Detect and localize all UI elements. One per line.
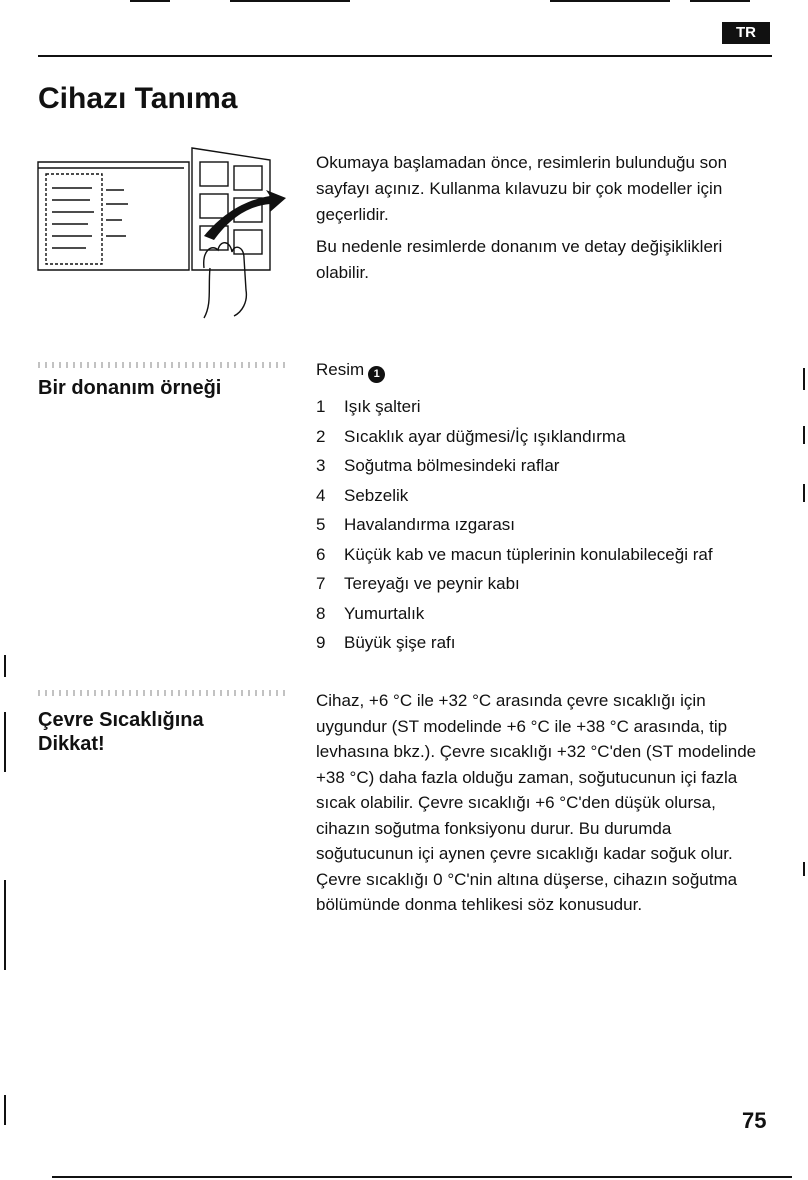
top-edge-dash [130, 0, 170, 2]
intro-paragraph-1: Okumaya başlamadan önce, resimlerin bulunduğu son sayfayı açınız. Kullanma kılavuzu bir çok modeller için geçerlidir. [316, 153, 728, 224]
top-edge-dash [690, 0, 750, 2]
list-item [316, 628, 713, 658]
item-number: 3 [316, 456, 326, 475]
temperature-paragraph: Cihaz, +6 °C ile +32 °C arasında çevre sıcaklığı için uygundur (ST modelinde +6 °C ile +38 °C arasında, tip levhasına bkz.). Çevre sıcaklığı +32 °C'den (ST modelinde +38 °C) daha fazla olduğu zaman, soğutucunun içi fazla sıcak olabilir. Çevre sıcaklığı +6 °C'den düşük olursa, cihazın soğutma fonksiyonu durur. Bu durumda soğutucunun içi aynen çevre sıcaklığı kadar soğuk olur. Çevre sıcaklığı 0 °C'nin altına düşerse, cihazın soğutma bölümünde donma tehlikesi söz konusudur. [316, 691, 757, 914]
item-number: 5 [316, 515, 326, 534]
bottom-edge-line [52, 1176, 792, 1178]
top-edge-dash [550, 0, 670, 2]
item-label: Tereyağı ve peynir kabı [344, 574, 520, 593]
list-item [316, 599, 713, 629]
item-number: 1 [316, 397, 326, 416]
equipment-list [316, 392, 713, 658]
list-item [316, 481, 713, 511]
heading-line-2: Dikkat! [38, 733, 105, 755]
figure-label: Resim [316, 360, 365, 379]
top-edge-dash [230, 0, 350, 2]
edge-mark [803, 368, 805, 390]
item-number: 7 [316, 574, 326, 593]
item-number: 4 [316, 485, 326, 505]
manual-illustration [34, 140, 294, 320]
list-item [316, 422, 713, 452]
item-label: Büyük şişe rafı [344, 633, 456, 652]
list-item [316, 510, 713, 540]
scan-speckle [38, 362, 290, 368]
item-label: Sebzelik [344, 485, 409, 505]
header-rule [38, 55, 772, 57]
scan-speckle [38, 690, 290, 696]
section-heading-equipment: Bir donanım örneği [38, 377, 222, 399]
figure-number-badge: 1 [368, 366, 385, 383]
edge-mark [4, 655, 6, 677]
item-number: 2 [316, 426, 326, 446]
edge-mark [4, 1095, 6, 1125]
intro-paragraph-2: Bu nedenle resimlerde donanım ve detay değişiklikleri olabilir. [316, 237, 723, 282]
list-item [316, 451, 713, 481]
item-label: Küçük kab ve macun tüplerinin konulabileceği raf [344, 544, 713, 564]
language-badge: TR [722, 22, 770, 44]
edge-mark [803, 862, 805, 876]
edge-mark [4, 880, 6, 970]
figure-reference [316, 360, 385, 383]
item-label: Işık şalteri [344, 397, 421, 416]
item-number: 6 [316, 544, 326, 564]
edge-mark [4, 712, 6, 772]
item-number: 8 [316, 603, 326, 623]
item-number: 9 [316, 633, 326, 652]
edge-mark [803, 484, 805, 502]
item-label: Soğutma bölmesindeki raflar [344, 456, 560, 475]
heading-line-1: Çevre Sıcaklığına [38, 709, 204, 731]
page-number: 75 [742, 1108, 767, 1133]
list-item [316, 540, 713, 570]
page-title: Cihazı Tanıma [38, 82, 238, 115]
item-label: Sıcaklık ayar düğmesi/İç ışıklandırma [344, 426, 626, 446]
item-label: Yumurtalık [344, 603, 425, 623]
list-item [316, 569, 713, 599]
list-item [316, 392, 713, 422]
item-label: Havalandırma ızgarası [344, 515, 516, 534]
section-heading-temperature [38, 708, 204, 756]
edge-mark [803, 426, 805, 444]
